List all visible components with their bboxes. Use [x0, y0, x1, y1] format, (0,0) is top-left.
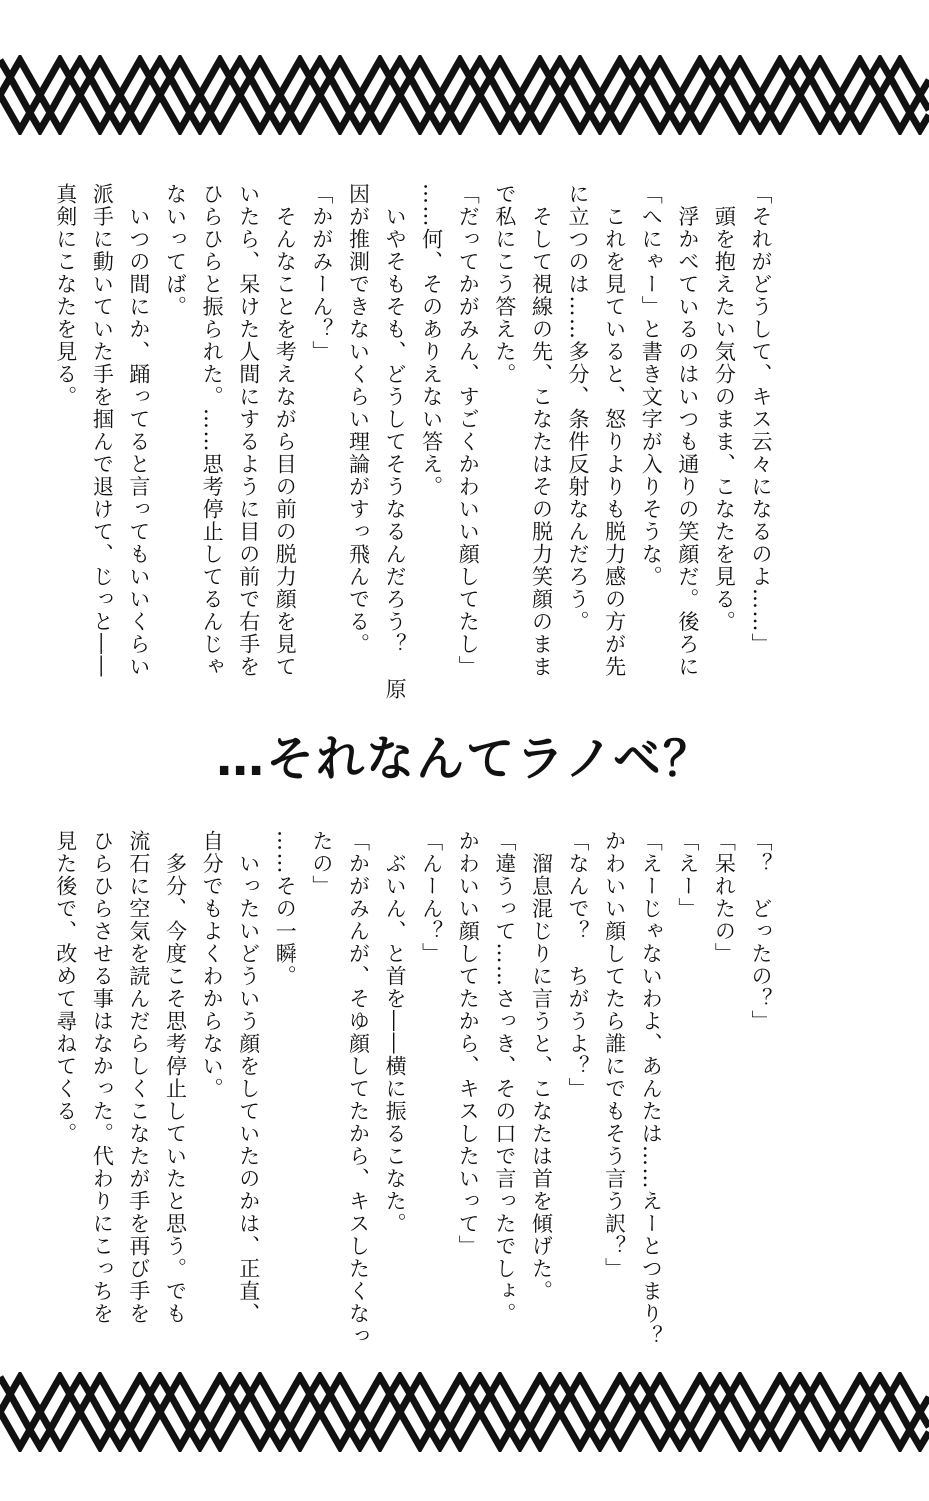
text-line: ひらひらさせる事はなかった。代わりにこっちを: [90, 830, 115, 1325]
text-line: 因が推測できないくらい理論がすっ飛んでる。: [346, 183, 371, 656]
text-line: 真剣にこなたを見る。: [53, 183, 78, 408]
text-line: ないってば。: [163, 183, 188, 318]
text-line: 派手に動いていた手を掴んで退けて、じっと――: [90, 183, 115, 678]
text-line: ひらひらと振られた。……思考停止してるんじゃ: [200, 183, 225, 678]
text-line: たの」: [309, 830, 334, 898]
decorative-border-bottom: [0, 1372, 929, 1452]
text-line: ……何、そのありえない答え。: [419, 183, 444, 498]
section-heading: …それなんてラノベ？: [216, 731, 713, 787]
text-line: これを見ていると、怒りよりも脱力感の方が先: [602, 183, 627, 678]
body-text-bottom: [53, 830, 779, 1350]
text-line: 溜息混じりに言うと、こなたは首を傾げた。: [529, 830, 554, 1303]
text-line: 「呆れたの」: [712, 830, 737, 965]
text-line: かわいい顔してたから、キスしたいって」: [456, 830, 481, 1258]
text-line: 「えー」: [675, 830, 700, 920]
text-line: 「えーじゃないわよ、あんたは……えーとつまり？: [639, 830, 664, 1348]
text-line: 「かがみーん？」: [309, 183, 334, 363]
decorative-border-top: [0, 55, 929, 135]
text-line: で私にこう答えた。: [492, 183, 517, 386]
text-line: 見た後で、改めて尋ねてくる。: [53, 830, 78, 1145]
text-line: に立つのは……多分、条件反射なんだろう。: [566, 183, 591, 633]
text-line: 「なんで？ ちがうよ？」: [566, 830, 591, 1100]
text-line: いやそもそも、どうしてそうなるんだろう？ 原: [383, 183, 408, 701]
text-line: 「だってかがみん、すごくかわいい顔してたし」: [456, 183, 481, 678]
text-line: いたら、呆けた人間にするように目の前で右手を: [236, 183, 261, 678]
text-line: かわいい顔してたら誰にでもそう言う訳？」: [602, 830, 627, 1280]
text-line: 自分でもよくわからない。: [200, 830, 225, 1100]
text-line: いつの間にか、踊ってると言ってもいいくらい: [126, 183, 151, 678]
text-line: 「それがどうして、キス云々になるのよ……」: [749, 183, 773, 656]
text-line: 「？ どったの？」: [749, 830, 773, 1033]
text-line: 頭を抱えたい気分のまま、こなたを見る。: [712, 183, 737, 633]
text-line: 「んーん？」: [419, 830, 444, 965]
text-line: 「違うって……さっき、その口で言ったでしょ。: [492, 830, 517, 1325]
text-line: 浮かべているのはいつも通りの笑顔だ。後ろに: [675, 183, 700, 678]
text-line: ぶいん、と首を――横に振るこなた。: [383, 830, 408, 1235]
body-text-top: [53, 183, 779, 701]
text-line: 「へにゃー」と書き文字が入りそうな。: [639, 183, 664, 588]
text-line: 「かがみんが、そゆ顔してたから、キスしたくなっ: [346, 830, 371, 1348]
text-line: ……その一瞬。: [273, 830, 298, 988]
text-line: そして視線の先、こなたはその脱力笑顔のまま: [529, 183, 554, 678]
text-line: いったいどういう顔をしていたのかは、正直、: [236, 830, 261, 1325]
text-line: 流石に空気を読んだらしくこなたが手を再び手を: [126, 830, 151, 1325]
text-line: 多分、今度こそ思考停止していたと思う。でも: [163, 830, 188, 1325]
text-line: そんなことを考えながら目の前の脱力顔を見て: [273, 183, 298, 678]
